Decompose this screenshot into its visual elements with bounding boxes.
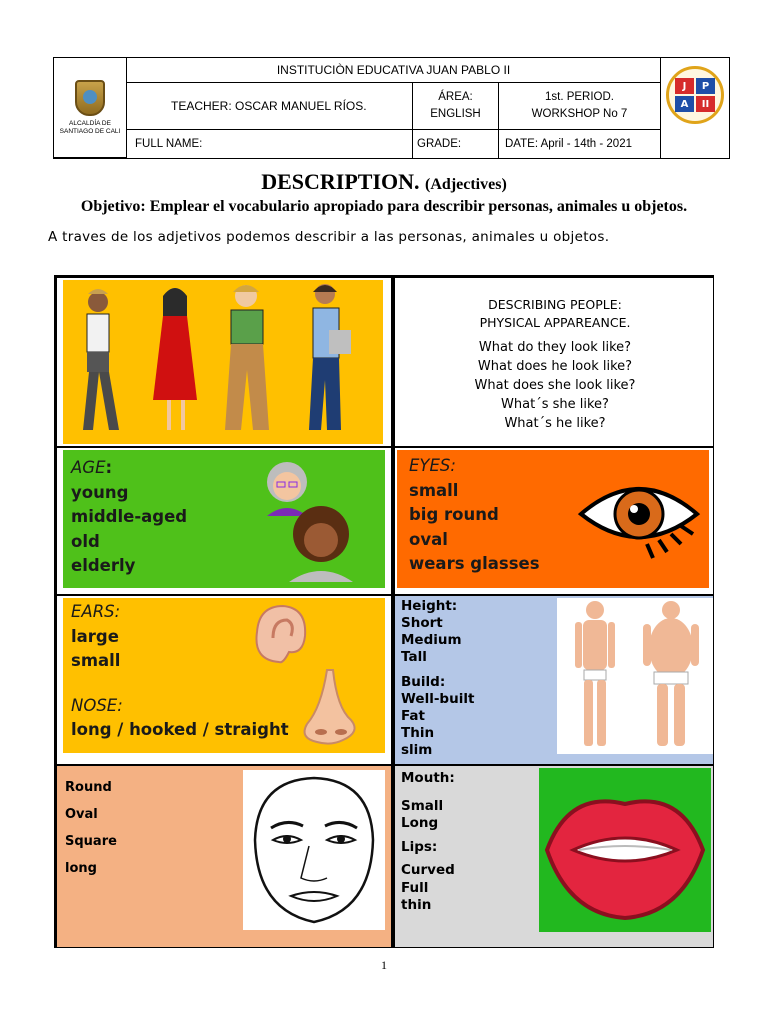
- age-item: young: [71, 482, 129, 502]
- period-field: 1st. PERIOD. WORKSHOP No 7: [499, 83, 661, 130]
- face-list: [65, 774, 117, 882]
- eyes-item: small: [409, 480, 459, 500]
- people-illustration-panel: [56, 277, 392, 447]
- face-item: long: [65, 861, 97, 876]
- lips-item: Curved: [401, 862, 455, 878]
- eyes-item: wears glasses: [409, 554, 540, 573]
- lips-illustration: [539, 768, 711, 932]
- seal-letter: II: [696, 96, 715, 112]
- describing-questions: [395, 338, 714, 433]
- eyes-list: [409, 454, 540, 577]
- face-shape-panel: [56, 765, 392, 948]
- question-item: What does she look like?: [474, 378, 636, 393]
- describing-heading-line: PHYSICAL APPAREANCE.: [479, 315, 631, 330]
- age-title: AGE:: [71, 458, 113, 477]
- full-name-field: FULL NAME:: [127, 130, 413, 158]
- mouth-title: Mouth:: [401, 770, 455, 786]
- build-title: Build:: [401, 674, 446, 690]
- question-item: What does he look like?: [477, 359, 633, 374]
- title-subtitle: (Adjectives): [425, 176, 507, 193]
- eyes-item: oval: [409, 529, 448, 549]
- question-item: What´s he like?: [504, 416, 606, 431]
- people-icon: [63, 280, 383, 444]
- height-item: Tall: [401, 649, 427, 665]
- header-table: [53, 57, 730, 159]
- build-item: Fat: [401, 708, 425, 724]
- seal-letter: J: [675, 78, 694, 94]
- describing-people-panel: [394, 277, 714, 447]
- ears-title: EARS:: [71, 602, 121, 621]
- date-field: DATE: April - 14th - 2021: [499, 130, 661, 158]
- lips-icon: [539, 768, 711, 932]
- page-number: 1: [381, 958, 387, 972]
- title-main: DESCRIPTION.: [261, 169, 420, 194]
- institution-name: INSTITUCIÒN EDUCATIVA JUAN PABLO II: [127, 58, 661, 83]
- faces-icon: [259, 456, 355, 582]
- logo-caption: ALCALDÍA DE SANTIAGO DE CALI: [59, 120, 121, 135]
- page-title: [0, 169, 768, 195]
- grade-field: GRADE:: [413, 130, 499, 158]
- describing-heading: [395, 296, 714, 332]
- age-card: [63, 450, 385, 588]
- height-title: Height:: [401, 598, 458, 614]
- body-figures-icon: [557, 598, 713, 754]
- nose-title: NOSE:: [71, 695, 123, 715]
- eyes-panel: [394, 447, 714, 595]
- mouth-list: [401, 770, 455, 915]
- face-icon: [243, 770, 385, 930]
- lips-item: thin: [401, 897, 432, 913]
- area-field: ÁREA: ENGLISH: [413, 83, 499, 130]
- build-item: Thin: [401, 725, 435, 741]
- face-item: Square: [65, 834, 117, 849]
- face-item: Round: [65, 780, 112, 795]
- build-item: Well-built: [401, 691, 475, 707]
- bodies-illustration: [557, 598, 713, 754]
- face-illustration: [243, 770, 385, 930]
- age-item: old: [71, 531, 100, 551]
- objective-text: Objetivo: Emplear el vocabulario apropiado para describir personas, animales u objetos.: [80, 198, 688, 215]
- vocabulary-grid: [54, 275, 714, 948]
- nose-icon: [299, 668, 363, 748]
- eyes-title: EYES:: [409, 456, 456, 475]
- seal-letter: A: [675, 96, 694, 112]
- physique-panel: [394, 595, 714, 765]
- people-illustration: [63, 280, 383, 444]
- question-item: What do they look like?: [478, 340, 632, 355]
- eye-icon: [577, 474, 701, 564]
- age-item: elderly: [71, 556, 136, 575]
- mouth-panel: [394, 765, 714, 948]
- height-item: Medium: [401, 632, 462, 648]
- school-seal: [666, 66, 724, 124]
- ears-item: small: [71, 651, 121, 670]
- nose-item: long / hooked / straight: [71, 720, 289, 739]
- eyes-card: [397, 450, 709, 588]
- ear-icon: [249, 602, 311, 668]
- lips-item: Full: [401, 879, 429, 896]
- build-item: slim: [401, 742, 433, 758]
- lips-title: Lips:: [401, 838, 438, 855]
- city-logo: [54, 58, 127, 158]
- age-item: middle-aged: [71, 507, 188, 526]
- teacher-name: TEACHER: OSCAR MANUEL RÍOS.: [127, 83, 413, 130]
- intro-text: A traves de los adjetivos podemos describir a las personas, animales u objetos.: [48, 229, 610, 245]
- mouth-item: Long: [401, 815, 439, 831]
- physique-list: [401, 598, 474, 759]
- describing-heading-line: DESCRIBING PEOPLE:: [488, 297, 622, 312]
- mouth-item: Small: [401, 797, 444, 814]
- ears-nose-card: [63, 598, 385, 753]
- shield-icon: [75, 80, 105, 116]
- ears-item: large: [71, 626, 119, 646]
- age-list: [71, 456, 187, 579]
- age-panel: [56, 447, 392, 595]
- eyes-item: big round: [409, 505, 499, 524]
- ears-nose-panel: [56, 595, 392, 765]
- question-item: What´s she like?: [501, 397, 609, 412]
- face-item: Oval: [65, 807, 98, 822]
- seal-letter: P: [696, 78, 715, 94]
- height-item: Short: [401, 615, 443, 631]
